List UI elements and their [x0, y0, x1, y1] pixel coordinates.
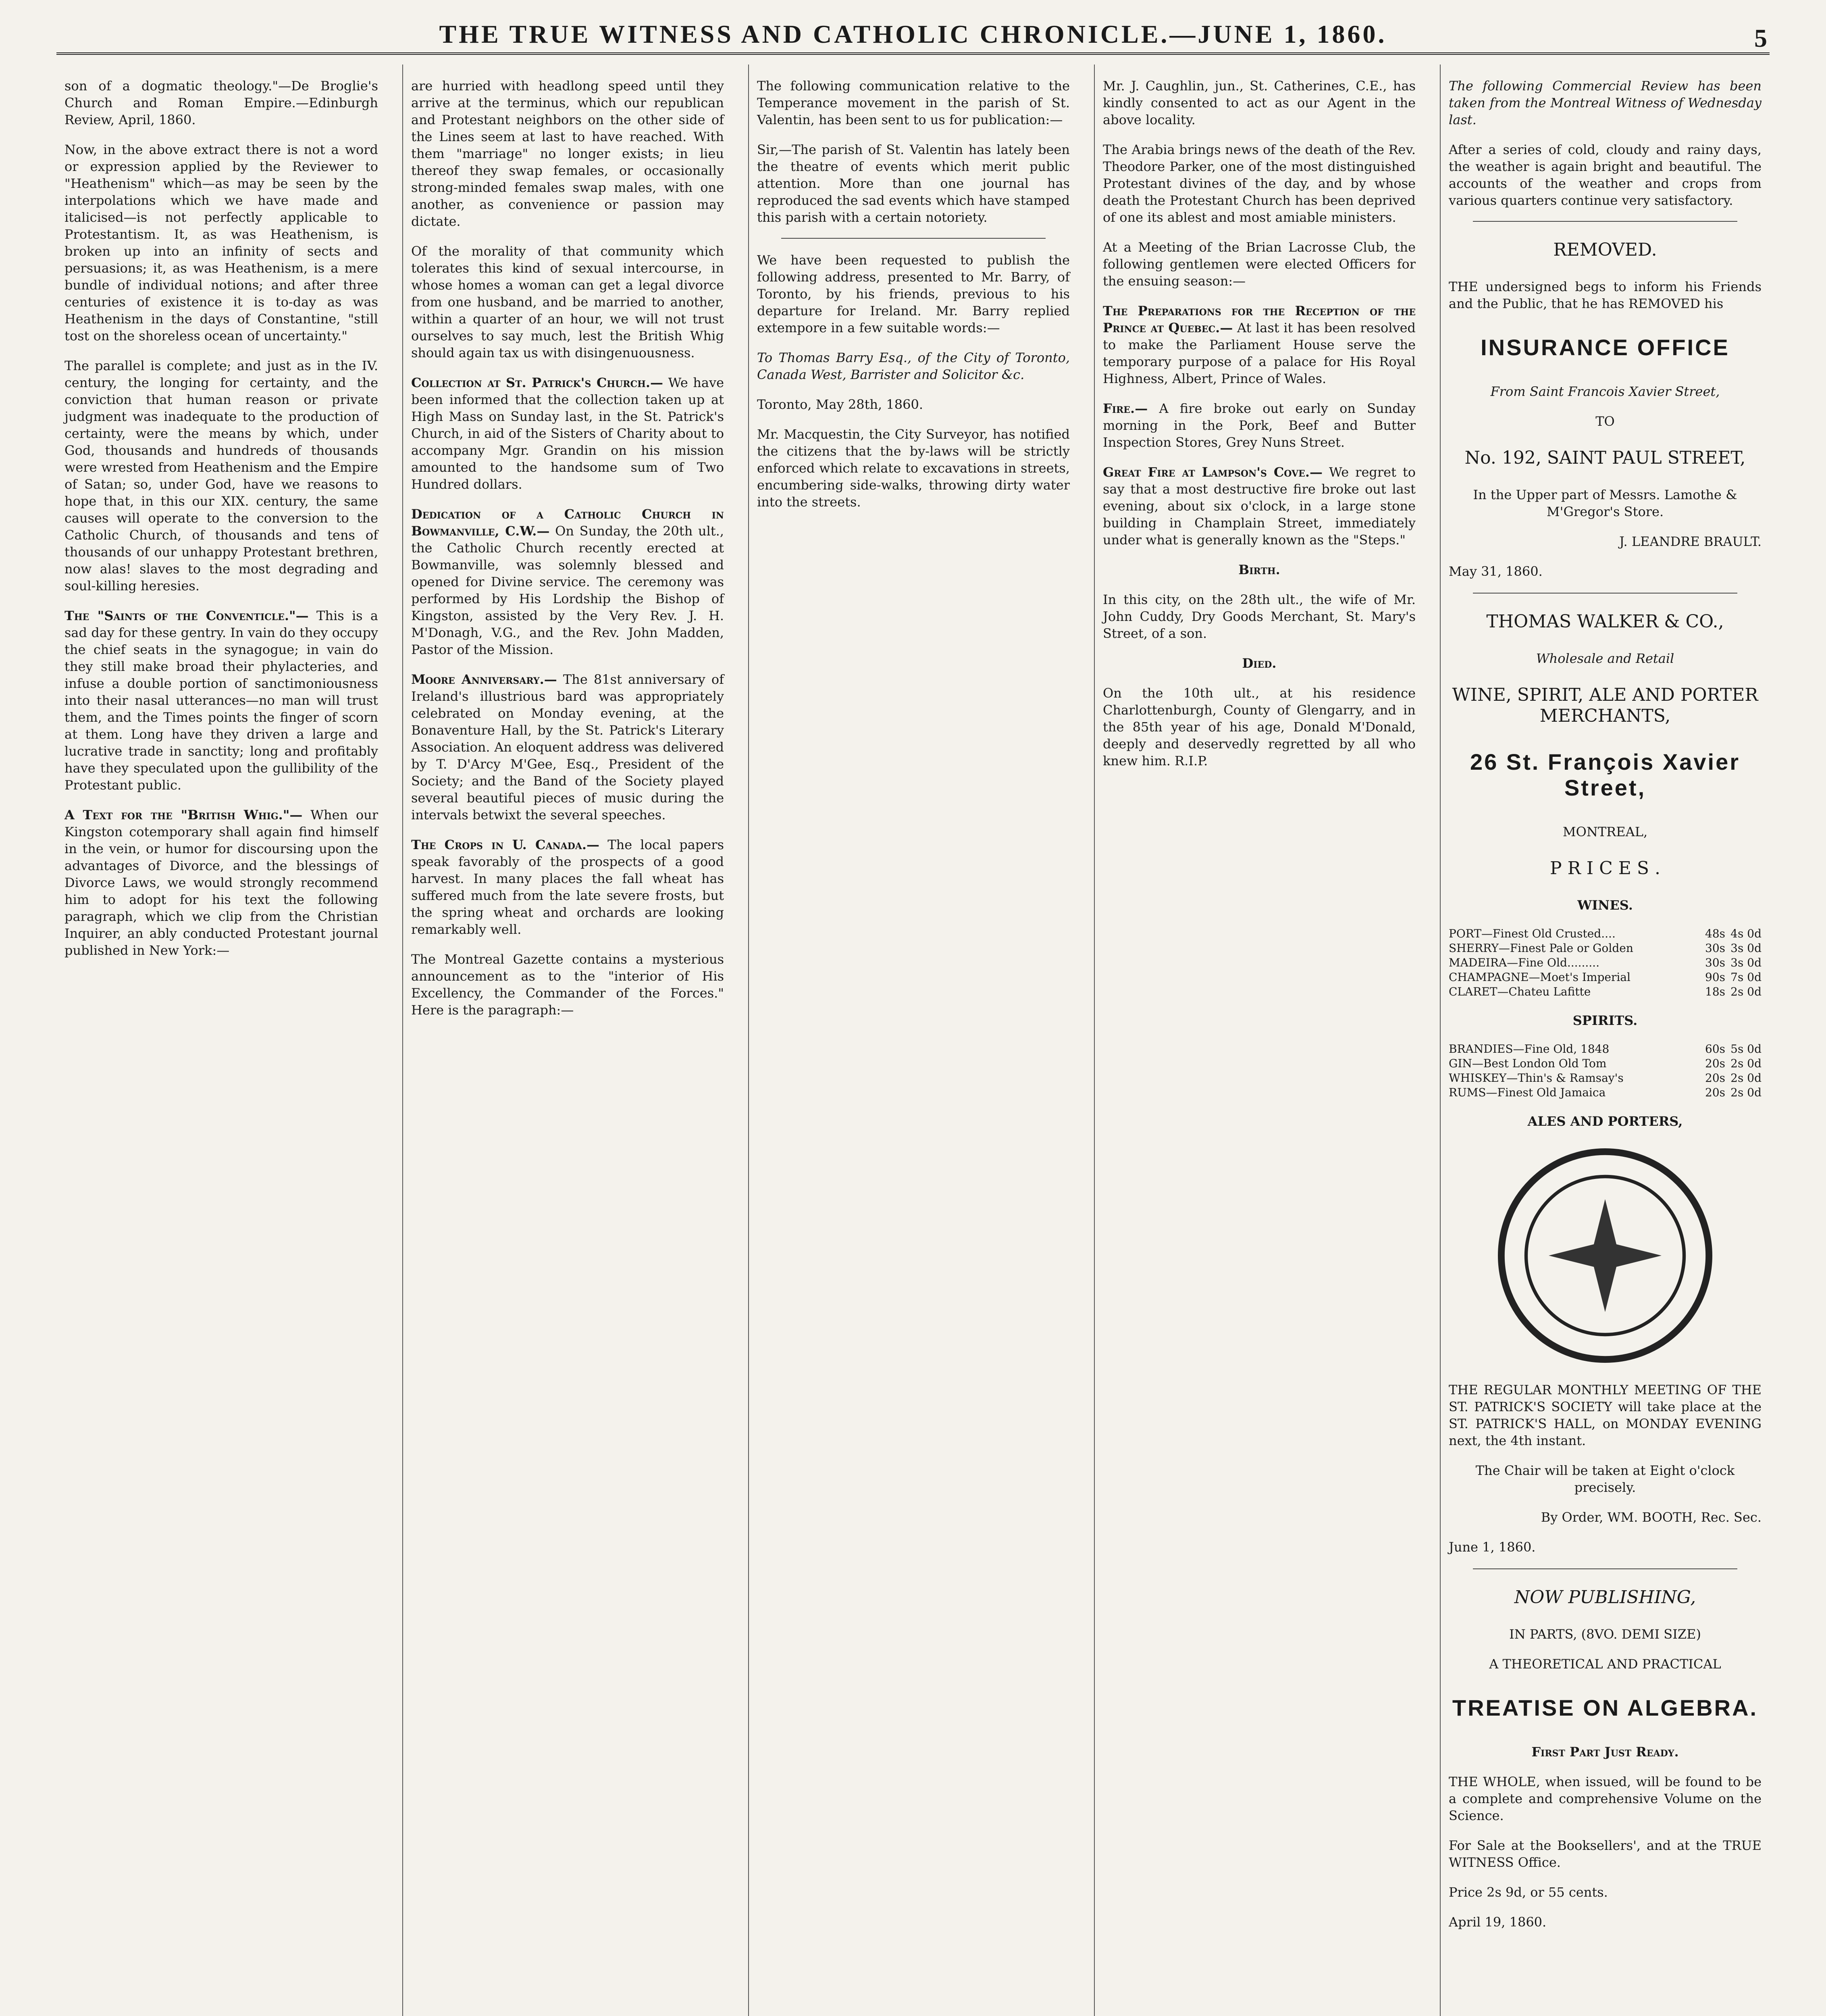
address-line: No. 192, SAINT PAUL STREET,	[1464, 448, 1746, 468]
meeting-order: By Order, WM. BOOTH, Rec. Sec.	[1541, 1510, 1762, 1525]
merchant-city: MONTREAL,	[1562, 824, 1648, 839]
column-1	[56, 65, 386, 2016]
paragraph: This is a sad day for these gentry. In vain do they occupy the chief seats in the synagogue; in vain do they still make broad their phylacteries, and infuse a double portion of sanctimoniousness into their nasal utterances—no man will trust them, and the Times points the finger of scorn at them. Long have they driven a large and lucrative trade in sanctity; long and profitably have they speculated upon the gullibility of the Protestant public.	[64, 608, 379, 793]
price-value: 48s	[1705, 927, 1725, 940]
price-value: 2s 0d	[1730, 1057, 1762, 1070]
died-heading: Died.	[1242, 656, 1277, 671]
price-value: 90s	[1705, 971, 1725, 984]
price-item: SHERRY—Finest Pale or Golden	[1449, 941, 1633, 955]
price-value: 60s	[1705, 1042, 1725, 1056]
article-heading: Moore Anniversary.—	[411, 672, 557, 687]
wines-heading: WINES.	[1577, 898, 1633, 913]
birth-notice: In this city, on the 28th ult., the wife of Mr. John Cuddy, Dry Goods Merchant, St. Mary's Street, of a son.	[1103, 592, 1416, 641]
from-line: From Saint Francois Xavier Street,	[1490, 384, 1720, 399]
paragraph: The following Commercial Review has been taken from the Montreal Witness of Wednesday last.	[1449, 78, 1762, 127]
paragraph: The Montreal Gazette contains a mysterious announcement as to the "interior of His Excellency, the Commander of the Forces." Here is the paragraph:—	[411, 952, 724, 1018]
paragraph: The 81st anniversary of Ireland's illustrious bard was appropriately celebrated on Monday evening, at the Bonaventure Hall, by the St. Patrick's Literary Association. An eloquent address was delivered by T. D'Arcy M'Gee, Esq., President of the Society; and the Band of the Society played several beautiful pieces of music during the intervals betwixt the several speeches.	[411, 672, 724, 823]
birth-heading: Birth.	[1238, 562, 1280, 577]
masthead	[56, 16, 1770, 55]
column-5	[1440, 65, 1770, 2016]
page-number: 5	[1754, 24, 1770, 52]
price-value: 20s	[1705, 1071, 1725, 1085]
merchant-trade: WINE, SPIRIT, ALE AND PORTER MERCHANTS,	[1452, 685, 1758, 726]
paragraph: We have been informed that the collection taken up at High Mass on Sunday last, in the St. Patrick's Church, in aid of the Sisters of Charity about to accompany Mgr. Grandin on his mission amounted to the handsome sum of Two Hundred dollars.	[411, 375, 724, 492]
column-3	[748, 65, 1078, 2016]
columns	[56, 65, 1770, 2016]
price-value: 30s	[1705, 956, 1725, 969]
price-line: Price 2s 9d, or 55 cents.	[1449, 1885, 1608, 1900]
merchant-name: THOMAS WALKER & CO.,	[1486, 611, 1724, 632]
paragraph: A fire broke out early on Sunday morning in the Pork, Beef and Butter Inspection Stores, Grey Nuns Street.	[1103, 401, 1416, 450]
paragraph: On Sunday, the 20th ult., the Catholic Church recently erected at Bowmanville, was solemnly blessed and opened for Divine service. The ceremony was performed by His Lordship the Bishop of Kingston, assisted by the Very Rev. J. H. M'Donagh, V.G., and the Rev. John Madden, Pastor of the Mission.	[411, 523, 724, 657]
to-line: TO	[1595, 414, 1615, 429]
st-patricks-society-seal-icon	[1492, 1143, 1718, 1368]
price-row	[1449, 985, 1762, 999]
price-value: 4s 0d	[1730, 927, 1762, 940]
ales-heading: ALES AND PORTERS,	[1527, 1114, 1683, 1129]
date: April 19, 1860.	[1449, 1914, 1547, 1930]
price-item: BRANDIES—Fine Old, 1848	[1449, 1042, 1610, 1056]
meeting-chair: The Chair will be taken at Eight o'clock precisely.	[1475, 1463, 1735, 1495]
price-item: CLARET—Chateu Lafitte	[1449, 985, 1591, 998]
price-item: RUMS—Finest Old Jamaica	[1449, 1086, 1606, 1099]
paragraph: THE undersigned begs to inform his Friends and the Public, that he has REMOVED his	[1449, 279, 1762, 311]
price-row	[1449, 1071, 1762, 1085]
wines-table	[1449, 927, 1762, 999]
paragraph: The parallel is complete; and just as in the IV. century, the longing for certainty, and the conviction that human reason or private judgment was inadequate to the production of certainty, were the means by which, under God, thousands and hundreds of thousands were wrested from Heathenism and the Empire of Satan; so, under God, have we reasons to hope that, in this our XIX. century, the same causes will operate to the conversion to the Catholic Church, of thousands and tens of thousands of our unhappy Protestant brethren, now alas! slaves to the most degrading and soul-killing heresies.	[64, 358, 378, 594]
meeting-notice: THE REGULAR MONTHLY MEETING OF THE ST. PATRICK'S SOCIETY will take place at the ST. PATRICK'S HALL, on MONDAY EVENING next, the 4th instant.	[1449, 1382, 1762, 1448]
paragraph: To Thomas Barry Esq., of the City of Toronto, Canada West, Barrister and Solicitor &c.	[757, 350, 1070, 382]
paragraph: We regret to say that a most destructive fire broke out last evening, about six o'clock, in a large stone building in Champlain Street, immediately under what is generally known as the "Steps."	[1103, 464, 1416, 548]
price-row	[1449, 941, 1762, 956]
paragraph: We have been requested to publish the following address, presented to Mr. Barry, of Toronto, by his friends, previous to his departure for Ireland. Mr. Barry replied extempore in a few suitable words:—	[757, 252, 1070, 335]
article-heading: The "Saints of the Conventicle."—	[64, 608, 309, 623]
paragraph: At a Meeting of the Brian Lacrosse Club, the following gentlemen were elected Officers for the ensuing season:—	[1103, 240, 1416, 289]
price-value: 20s	[1705, 1057, 1725, 1070]
price-item: CHAMPAGNE—Moet's Imperial	[1449, 971, 1631, 984]
date: May 31, 1860.	[1449, 564, 1543, 579]
price-value: 2s 0d	[1730, 985, 1762, 998]
paragraph: Sir,—The parish of St. Valentin has lately been the theatre of events which merit public attention. More than one journal has reproduced the sad events which have stamped this parish with a certain notoriety.	[757, 142, 1070, 225]
divider	[1473, 221, 1737, 222]
merchant-sub: Wholesale and Retail	[1536, 651, 1674, 666]
paragraph: For Sale at the Booksellers', and at the TRUE WITNESS Office.	[1449, 1838, 1762, 1870]
price-item: GIN—Best London Old Tom	[1449, 1057, 1607, 1070]
price-row	[1449, 1056, 1762, 1071]
price-value: 30s	[1705, 941, 1725, 955]
price-value: 18s	[1705, 985, 1725, 998]
price-value: 5s 0d	[1730, 1042, 1762, 1056]
article-heading: Collection at St. Patrick's Church.—	[411, 375, 663, 390]
parts-line: IN PARTS, (8VO. DEMI SIZE)	[1509, 1627, 1701, 1642]
price-row	[1449, 927, 1762, 941]
price-row	[1449, 1085, 1762, 1100]
insurance-office-heading: INSURANCE OFFICE	[1481, 335, 1730, 360]
paragraph: The local papers speak favorably of the prospects of a good harvest. In many places the fall wheat has suffered much from the late severe frosts, but the spring wheat and orchards are looking remarkably well.	[411, 837, 724, 937]
prices-heading: P R I C E S .	[1550, 858, 1660, 879]
paragraph: At last it has been resolved to make the Parliament House serve the temporary purpose of a palace for His Royal Highness, Albert, Prince of Wales.	[1103, 320, 1416, 386]
first-part: First Part Just Ready.	[1531, 1744, 1679, 1760]
paragraph: are hurried with headlong speed until they arrive at the terminus, which our republican and Protestant neighbors on the other side of the Lines seem at last to have reached. With them "marriage" no longer exists; in lieu thereof they swap females, or occasionally strong-minded females swap males, with one another, as convenience or passion may dictate.	[411, 78, 724, 229]
price-value: 3s 0d	[1730, 956, 1762, 969]
divider	[1473, 1568, 1737, 1569]
paragraph: Mr. J. Caughlin, jun., St. Catherines, C.E., has kindly consented to act as our Agent in the above locality.	[1103, 78, 1416, 127]
price-row	[1449, 1042, 1762, 1056]
paragraph: After a series of cold, cloudy and rainy days, the weather is again bright and beautiful. The accounts of the weather and crops from various quarters continue very satisfactory.	[1449, 142, 1762, 208]
article-heading: A Text for the "British Whig."—	[64, 807, 303, 823]
price-item: WHISKEY—Thin's & Ramsay's	[1449, 1071, 1624, 1085]
divider	[781, 238, 1046, 239]
paragraph: Of the morality of that community which tolerates this kind of sexual intercourse, in whose homes a woman can get a legal divorce from one husband, and be married to another, within a quarter of an hour, we will not trust ourselves to say much, lest the British Whig should again tax us with disingenuousness.	[411, 244, 724, 360]
paragraph: Now, in the above extract there is not a word or expression applied by the Reviewer to "Heathenism" which—as may be seen by the interpolations which we have made and italicised—is not perfectly applicable to Protestantism. It, as was Heathenism, is broken up into an infinity of sects and persuasions; it, as was Heathenism, is a mere bundle of individual notions; and after three centuries of existence it is to-day as was Heathenism in the days of Constantine, "still tost on the shoreless ocean of uncertainty."	[64, 142, 378, 344]
merchant-address: 26 St. François Xavier Street,	[1470, 749, 1741, 800]
price-value: 7s 0d	[1730, 971, 1762, 984]
death-notice: On the 10th ult., at his residence Charlottenburgh, County of Glengarry, and in the 85th year of his age, Donald M'Donald, deeply and deservedly regretted by all who knew him. R.I.P.	[1103, 685, 1416, 768]
price-item: PORT—Finest Old Crusted....	[1449, 927, 1616, 940]
masthead-title: THE TRUE WITNESS AND CATHOLIC CHRONICLE.—JUNE 1, 1860.	[439, 20, 1387, 48]
treatise-title: TREATISE ON ALGEBRA.	[1452, 1695, 1758, 1720]
spirits-table	[1449, 1042, 1762, 1100]
paragraph: THE WHOLE, when issued, will be found to be a complete and comprehensive Volume on the Science.	[1449, 1774, 1762, 1823]
now-publishing: NOW PUBLISHING,	[1514, 1587, 1696, 1608]
subtitle-line: A THEORETICAL AND PRACTICAL	[1489, 1656, 1721, 1672]
paragraph: Mr. Macquestin, the City Surveyor, has notified the citizens that the by-laws will be strictly enforced which relate to excavations in streets, encumbering side-walks, throwing dirty water into the streets.	[757, 427, 1070, 510]
signature: J. LEANDRE BRAULT.	[1619, 534, 1762, 549]
price-value: 2s 0d	[1730, 1086, 1762, 1099]
article-heading: Dedication of a Catholic Church in Bowmanville, C.W.—	[411, 506, 724, 539]
column-4	[1094, 65, 1424, 2016]
price-item: MADEIRA—Fine Old.........	[1449, 956, 1599, 969]
spirits-heading: SPIRITS.	[1572, 1013, 1638, 1028]
article-heading: Great Fire at Lampson's Cove.—	[1103, 464, 1323, 480]
article-heading: Fire.—	[1103, 401, 1148, 416]
price-row	[1449, 956, 1762, 970]
paragraph: son of a dogmatic theology."—De Broglie's Church and Roman Empire.—Edinburgh Review, April, 1860.	[64, 78, 378, 127]
price-row	[1449, 970, 1762, 985]
signature-date: Toronto, May 28th, 1860.	[757, 397, 923, 412]
price-value: 20s	[1705, 1086, 1725, 1099]
divider	[1473, 593, 1737, 594]
paragraph: When our Kingston cotemporary shall again find himself in the vein, or humor for discoursing upon the advantages of Divorce, and the blessings of Divorce Laws, we would strongly recommend him to adopt for his text the following paragraph, which we clip from the Christian Inquirer, an ably conducted Protestant journal published in New York:—	[64, 807, 379, 958]
price-value: 3s 0d	[1730, 941, 1762, 955]
address-detail: In the Upper part of Messrs. Lamothe & M'Gregor's Store.	[1473, 487, 1737, 519]
article-heading: The Crops in U. Canada.—	[411, 837, 599, 852]
price-value: 2s 0d	[1730, 1071, 1762, 1085]
column-2	[402, 65, 732, 2016]
paragraph: The following communication relative to the Temperance movement in the parish of St. Valentin, has been sent to us for publication:—	[757, 78, 1070, 127]
article-heading: The Preparations for the Reception of the Prince at Quebec.—	[1103, 303, 1416, 335]
removed-heading: REMOVED.	[1553, 240, 1657, 260]
date: June 1, 1860.	[1449, 1539, 1536, 1555]
paragraph: The Arabia brings news of the death of the Rev. Theodore Parker, one of the most distinguished Protestant divines of the day, and by whose death the Protestant Church has been deprived of one its ablest and most amiable ministers.	[1103, 142, 1416, 225]
